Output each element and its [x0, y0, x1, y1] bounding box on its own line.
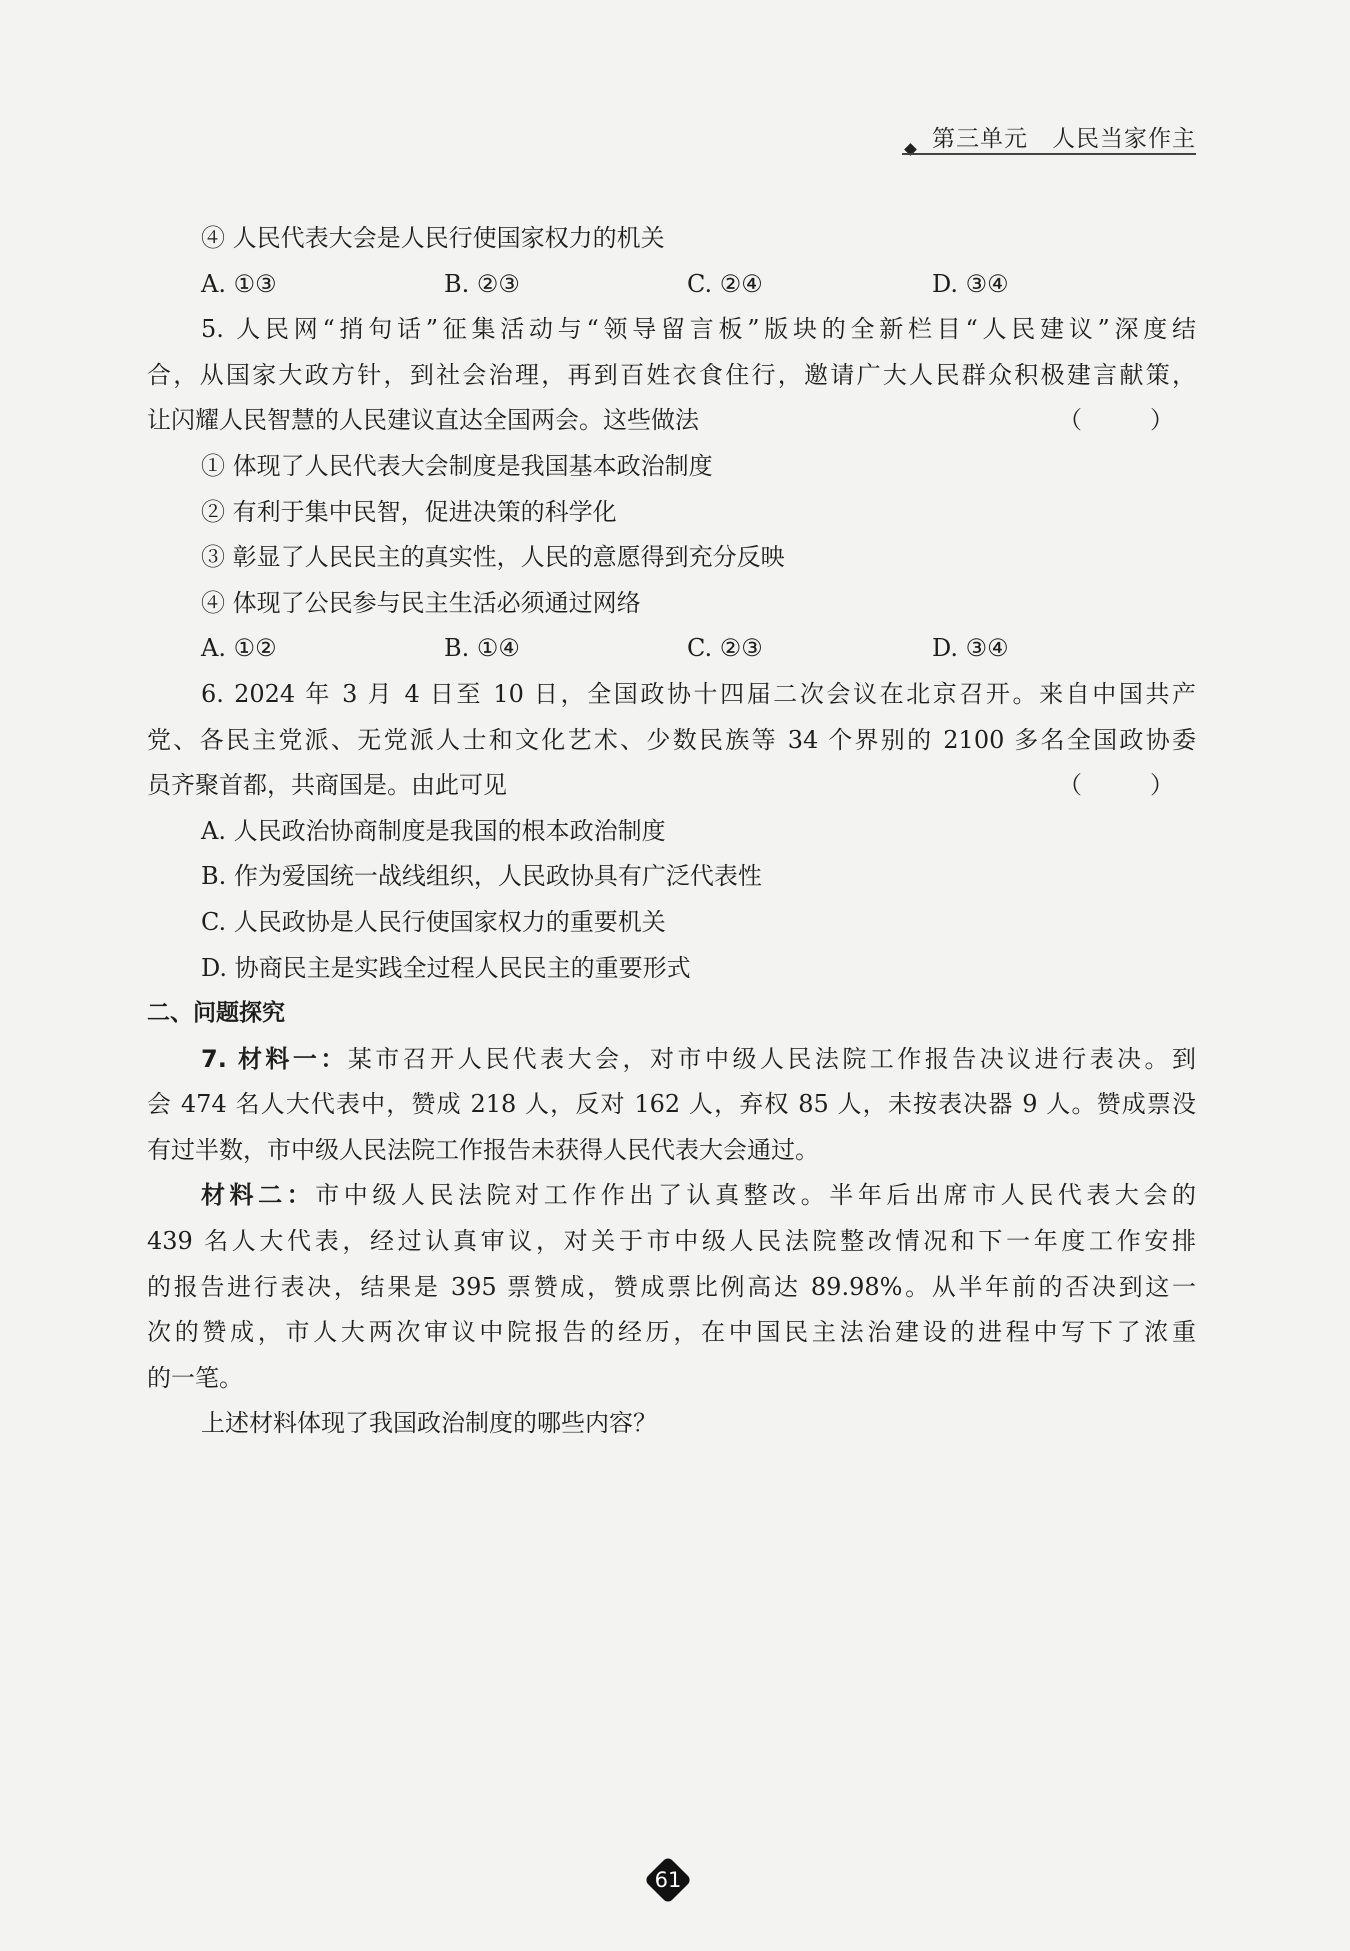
q5-option-b: B. ①④ — [444, 634, 520, 663]
q7-material-2-line-1 — [147, 1173, 1196, 1219]
q4-option-b: B. ②③ — [444, 269, 520, 298]
q5-stem-line-1: 5. 人民网“捎句话”征集活动与“领导留言板”版块的全新栏目“人民建议”深度结 — [201, 315, 1196, 344]
q7-material-1-line-2: 会 474 名人大代表中，赞成 218 人，反对 162 人，弃权 85 人，未按表决器 9 人。赞成票没 — [147, 1090, 1196, 1119]
page-number: 61 — [654, 1868, 682, 1892]
q7-material-1-text: 某市召开人民代表大会，对市中级人民法院工作报告决议进行表决。到 — [347, 1044, 1196, 1073]
q5-item-2: ② 有利于集中民智，促进决策的科学化 — [201, 497, 617, 526]
q6-option-b: B. 作为爱国统一战线组织，人民政协具有广泛代表性 — [201, 862, 762, 891]
q5-option-c: C. ②③ — [687, 634, 763, 663]
q7-material-1-label: 材料一： — [237, 1044, 348, 1073]
q6-stem-line-1: 6. 2024 年 3 月 4 日至 10 日，全国政协十四届二次会议在北京召开。来自中国共产 — [201, 679, 1196, 708]
q5-stem-line-2: 合，从国家大政方针，到社会治理，再到百姓衣食住行，邀请广大人民群众积极建言献策， — [147, 360, 1196, 389]
q5-option-a: A. ①② — [201, 634, 277, 663]
q6-option-a: A. 人民政治协商制度是我国的根本政治制度 — [201, 816, 666, 845]
q5-item-1: ① 体现了人民代表大会制度是我国基本政治制度 — [201, 451, 713, 480]
unit-header — [906, 120, 1196, 153]
q6-answer-blank: （ ） — [1058, 771, 1196, 800]
q7-material-1-line-1 — [147, 1037, 1196, 1083]
q5-option-d: D. ③④ — [932, 634, 1009, 663]
section-title: 二、问题探究 — [147, 1000, 285, 1027]
q6-stem-text: 员齐聚首都，共商国是。由此可见 — [147, 771, 507, 800]
q7-material-2-line-2: 439 名人大代表，经过认真审议，对关于市中级人民法院整改情况和下一年度工作安排 — [147, 1227, 1196, 1256]
q7-question: 上述材料体现了我国政治制度的哪些内容？ — [201, 1409, 657, 1438]
q5-item-3: ③ 彰显了人民民主的真实性，人民的意愿得到充分反映 — [201, 543, 785, 572]
q5-item-4: ④ 体现了公民参与民主生活必须通过网络 — [201, 588, 641, 617]
header-rule — [902, 153, 1196, 155]
q6-stem-line-2: 党、各民主党派、无党派人士和文化艺术、少数民族等 34 个界别的 2100 多名全国政协委 — [147, 725, 1196, 754]
q5-stem-text: 让闪耀人民智慧的人民建议直达全国两会。这些做法 — [147, 406, 699, 435]
unit-title: 第三单元 人民当家作主 — [932, 126, 1196, 152]
page-content — [147, 216, 1196, 1447]
q7-number: 7. — [201, 1044, 227, 1073]
q5-answer-blank: （ ） — [1058, 406, 1196, 435]
q4-options — [147, 262, 1196, 308]
q7-material-2-line-5: 的一笔。 — [147, 1363, 243, 1392]
q7-material-2-line-3: 的报告进行表决，结果是 395 票赞成，赞成票比例高达 89.98%。从半年前的否决到这一 — [147, 1272, 1196, 1301]
page-number-badge — [645, 1857, 691, 1903]
q7-material-2-text: 市中级人民法院对工作作出了认真整改。半年后出席市人民代表大会的 — [315, 1181, 1197, 1210]
q5-stem-line-3 — [147, 398, 1196, 444]
q4-option-c: C. ②④ — [687, 269, 763, 298]
q4-item-4: ④ 人民代表大会是人民行使国家权力的机关 — [201, 224, 665, 252]
q6-option-d: D. 协商民主是实践全过程人民民主的重要形式 — [201, 953, 691, 982]
q6-option-c: C. 人民政协是人民行使国家权力的重要机关 — [201, 907, 666, 936]
q7-material-2-label: 材料二： — [201, 1181, 316, 1210]
q4-option-d: D. ③④ — [932, 269, 1009, 298]
q4-option-a: A. ①③ — [201, 269, 277, 298]
q5-options — [147, 626, 1196, 672]
q7-material-2-line-4: 次的赞成，市人大两次审议中院报告的经历，在中国民主法治建设的进程中写下了浓重 — [147, 1318, 1196, 1347]
q7-material-1-line-3: 有过半数，市中级人民法院工作报告未获得人民代表大会通过。 — [147, 1135, 819, 1164]
q6-stem-line-3 — [147, 763, 1196, 809]
